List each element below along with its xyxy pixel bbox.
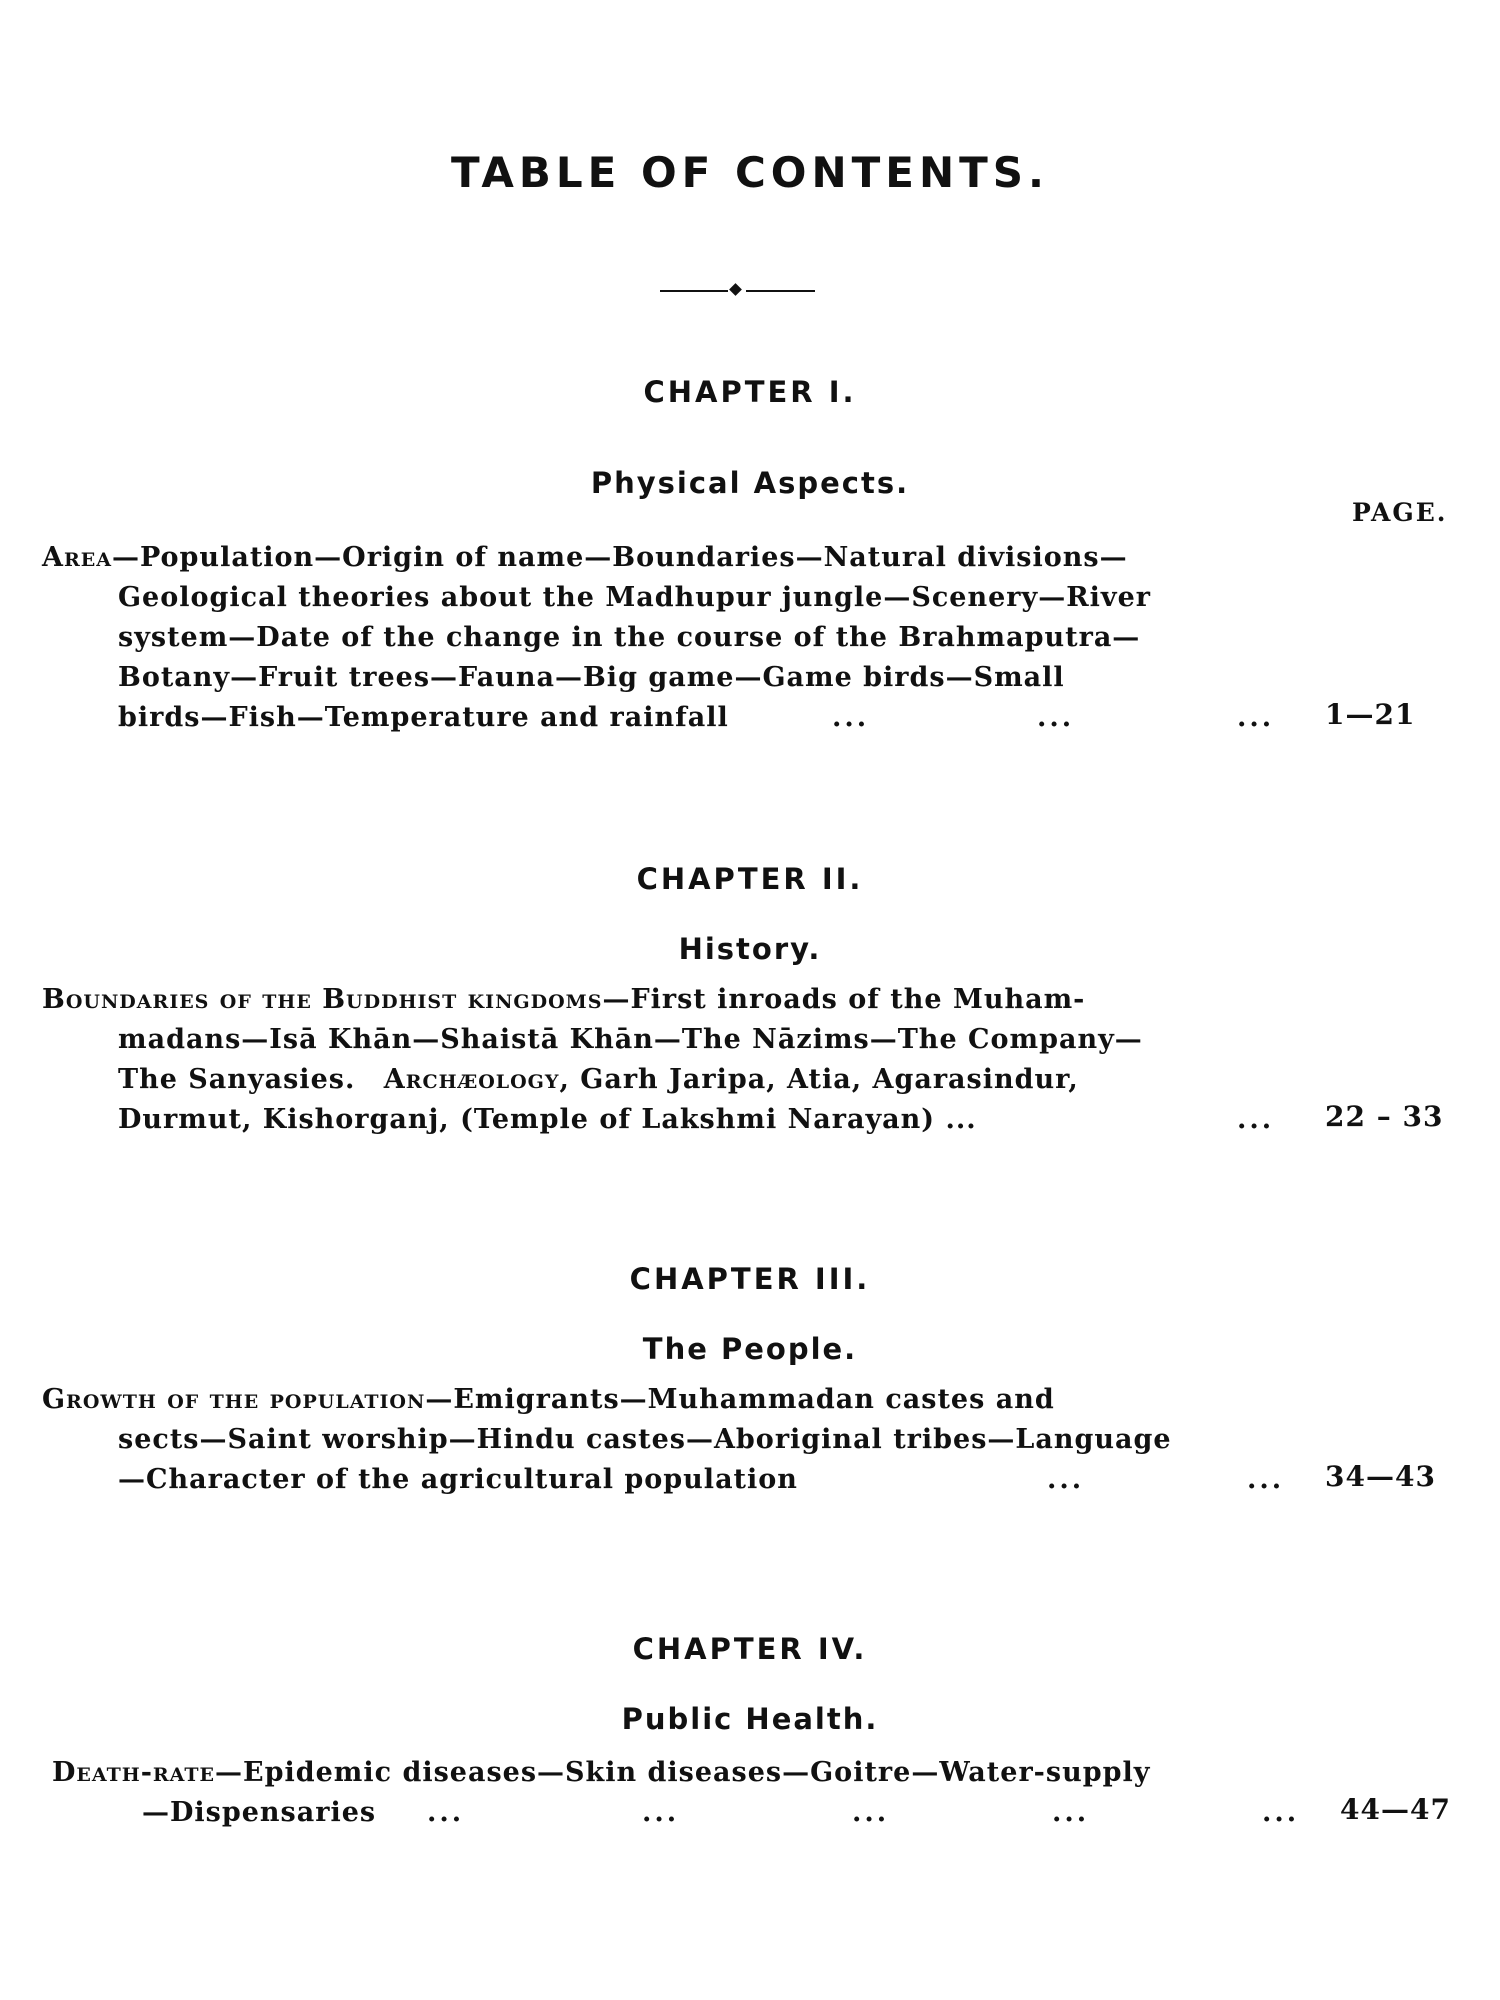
entry-lead: Area	[42, 542, 112, 573]
entry-lead: Boundaries of the Buddhist kingdoms	[42, 984, 603, 1015]
leader-dots: ...	[427, 1797, 465, 1828]
entry-line: —Emigrants—Muhammadan castes and	[425, 1384, 1055, 1415]
entry-line: system—Date of the change in the course of the Brahmaputra—	[118, 622, 1141, 653]
chapter-1-label: CHAPTER I.	[643, 375, 857, 409]
chapter-4-label: CHAPTER IV.	[632, 1632, 868, 1666]
chapter-3-pages: 34—43	[1325, 1460, 1436, 1493]
leader-dots: ...	[852, 1797, 890, 1828]
leader-dots: ...	[642, 1797, 680, 1828]
entry-line: —Character of the agricultural population	[118, 1464, 798, 1495]
entry-line: —Population—Origin of name—Boundaries—Natural divisions—	[111, 542, 1128, 573]
entry-line: , Garh Jaripa, Atia, Agarasindur,	[559, 1064, 1079, 1095]
chapter-2-pages: 22 – 33	[1325, 1100, 1444, 1133]
chapter-3-label: CHAPTER III.	[629, 1262, 871, 1296]
entry-line: Geological theories about the Madhupur jungle—Scenery—River	[118, 582, 1151, 613]
entry-line: Durmut, Kishorganj, (Temple of Lakshmi Narayan) ...	[118, 1104, 977, 1135]
leader-dots: ...	[1237, 1104, 1275, 1135]
divider-ornament	[660, 285, 815, 297]
entry-line: sects—Saint worship—Hindu castes—Aboriginal tribes—Language	[118, 1424, 1172, 1455]
page-column-header: PAGE.	[1352, 498, 1448, 527]
leader-dots: ...	[832, 702, 870, 733]
diamond-icon	[729, 283, 742, 296]
page-title: TABLE OF CONTENTS.	[450, 148, 1050, 197]
leader-dots: ...	[1247, 1464, 1285, 1495]
chapter-2-subtitle: History.	[678, 932, 822, 966]
chapter-1-pages: 1—21	[1325, 698, 1416, 731]
chapter-1-subtitle: Physical Aspects.	[590, 466, 910, 500]
entry-section-lead: Archæology	[383, 1064, 560, 1095]
entry-line: Botany—Fruit trees—Fauna—Big game—Game birds—Small	[118, 662, 1065, 693]
entry-line: birds—Fish—Temperature and rainfall	[118, 702, 729, 733]
chapter-3-subtitle: The People.	[642, 1332, 858, 1366]
leader-dots: ...	[1237, 702, 1275, 733]
leader-dots: ...	[1047, 1464, 1085, 1495]
chapter-4-pages: 44—47	[1340, 1793, 1451, 1826]
entry-line: —Dispensaries	[142, 1797, 377, 1828]
entry-lead: Death-rate	[52, 1757, 216, 1788]
entry-line: madans—Isā Khān—Shaistā Khān—The Nāzims—The Company—	[118, 1024, 1143, 1055]
leader-dots: ...	[1052, 1797, 1090, 1828]
leader-dots: ...	[1037, 702, 1075, 733]
chapter-4-subtitle: Public Health.	[621, 1702, 879, 1736]
entry-line: —Epidemic diseases—Skin diseases—Goitre—Water-supply	[215, 1757, 1151, 1788]
chapter-2-label: CHAPTER II.	[636, 862, 864, 896]
entry-line: The Sanyasies.	[118, 1064, 356, 1095]
leader-dots: ...	[1262, 1797, 1300, 1828]
entry-lead: Growth of the population	[42, 1384, 426, 1415]
entry-line: —First inroads of the Muham-	[602, 984, 1086, 1015]
